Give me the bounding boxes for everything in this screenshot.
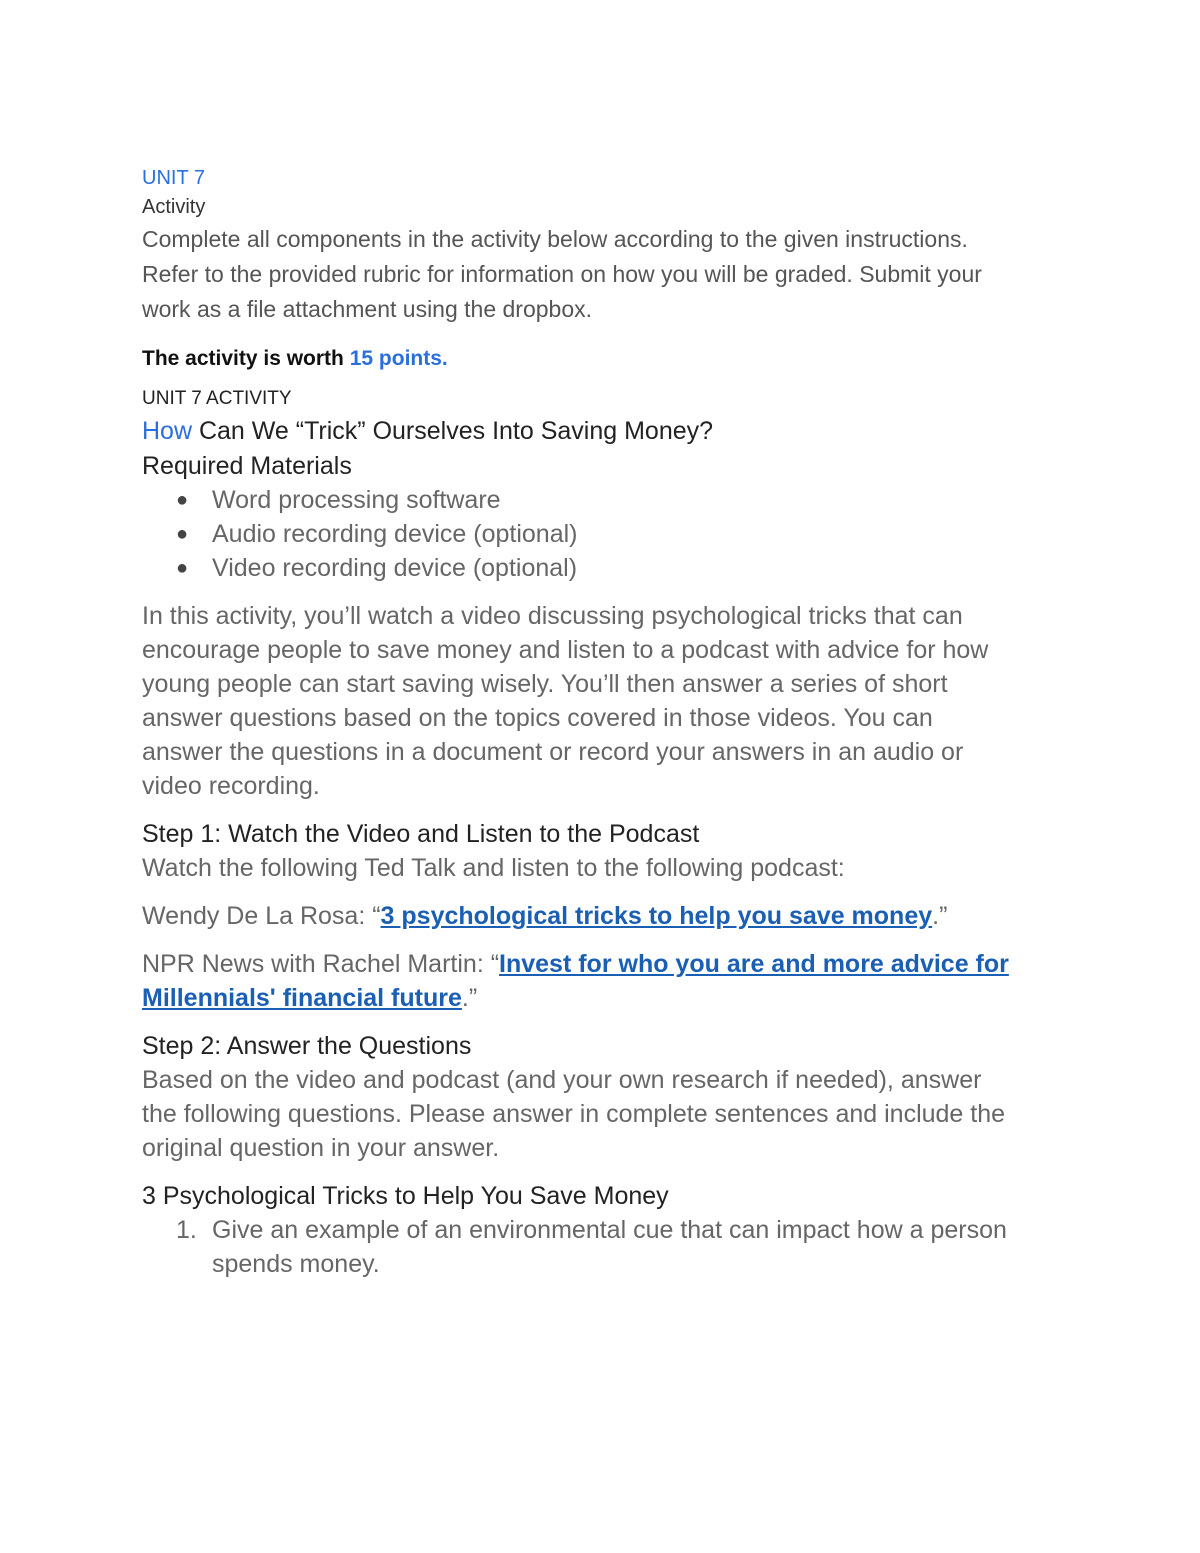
material-label: Word processing software	[212, 486, 501, 514]
question-line-1: Give an example of an environmental cue that can impact how a person	[212, 1216, 1007, 1244]
unit-activity-label: UNIT 7 ACTIVITY	[142, 388, 292, 409]
instructions-line-1: Complete all components in the activity below according to the given instructions.	[142, 226, 968, 252]
resource1-suffix: .”	[932, 902, 948, 930]
npr-podcast-link-continued[interactable]: Millennials' financial future	[142, 984, 462, 1012]
overview-line: answer the questions in a document or record your answers in an audio or	[142, 738, 964, 766]
instructions	[142, 222, 1072, 327]
step1-heading: Step 1: Watch the Video and Listen to the Podcast	[142, 820, 700, 848]
ted-talk-link[interactable]: 3 psychological tricks to help you save money	[380, 902, 933, 930]
resource-npr-podcast	[142, 947, 1072, 1015]
bullet-icon: ●	[176, 557, 189, 579]
overview-line: encourage people to save money and listen to a podcast with advice for how	[142, 636, 989, 664]
bullet-icon: ●	[176, 489, 189, 511]
activity-title	[142, 413, 1072, 449]
step2-line: the following questions. Please answer in complete sentences and include the	[142, 1100, 1006, 1128]
step1-intro: Watch the following Ted Talk and listen to the following podcast:	[142, 854, 845, 882]
step2-line: Based on the video and podcast (and your own research if needed), answer	[142, 1066, 982, 1094]
instructions-line-3: work as a file attachment using the dropbox.	[142, 296, 593, 322]
overview-line: answer questions based on the topics covered in those videos. You can	[142, 704, 933, 732]
section-heading: 3 Psychological Tricks to Help You Save Money	[142, 1182, 669, 1210]
title-how: How	[142, 417, 193, 445]
resource2-line-1	[142, 947, 1072, 981]
questions-list	[142, 1213, 1072, 1281]
list-item	[142, 1213, 1072, 1281]
activity-worth	[142, 343, 1072, 375]
resource1-prefix: Wendy De La Rosa: “	[142, 902, 381, 930]
document-page	[142, 164, 1072, 1281]
question-line-2: spends money.	[212, 1250, 380, 1278]
overview-line: young people can start saving wisely. You’ll then answer a series of short	[142, 670, 948, 698]
question-number: 1.	[176, 1216, 197, 1244]
worth-points: 15 points.	[349, 347, 448, 370]
step2-heading: Step 2: Answer the Questions	[142, 1032, 472, 1060]
materials-list	[142, 483, 1072, 585]
list-item	[142, 551, 1072, 585]
list-item	[142, 517, 1072, 551]
material-label: Video recording device (optional)	[212, 554, 578, 582]
list-item	[142, 483, 1072, 517]
material-label: Audio recording device (optional)	[212, 520, 578, 548]
resource2-suffix: .”	[461, 984, 478, 1012]
overview-paragraph	[142, 599, 1072, 803]
overview-line: video recording.	[142, 772, 320, 800]
materials-heading: Required Materials	[142, 452, 352, 480]
resource-ted-talk	[142, 899, 1072, 933]
resource2-line-2	[142, 981, 1072, 1015]
npr-podcast-link[interactable]: Invest for who you are and more advice for	[499, 950, 1009, 978]
step2-line: original question in your answer.	[142, 1134, 500, 1162]
instructions-line-2: Refer to the provided rubric for information on how you will be graded. Submit your	[142, 261, 982, 287]
worth-prefix: The activity is worth	[142, 347, 350, 370]
unit-label: UNIT 7	[142, 167, 205, 189]
overview-line: In this activity, you’ll watch a video discussing psychological tricks that can	[142, 602, 963, 630]
activity-label: Activity	[142, 196, 206, 218]
resource2-prefix: NPR News with Rachel Martin: “	[142, 950, 500, 978]
title-rest: Can We “Trick” Ourselves Into Saving Money?	[192, 417, 714, 445]
step2-paragraph	[142, 1063, 1072, 1165]
bullet-icon: ●	[176, 523, 189, 545]
